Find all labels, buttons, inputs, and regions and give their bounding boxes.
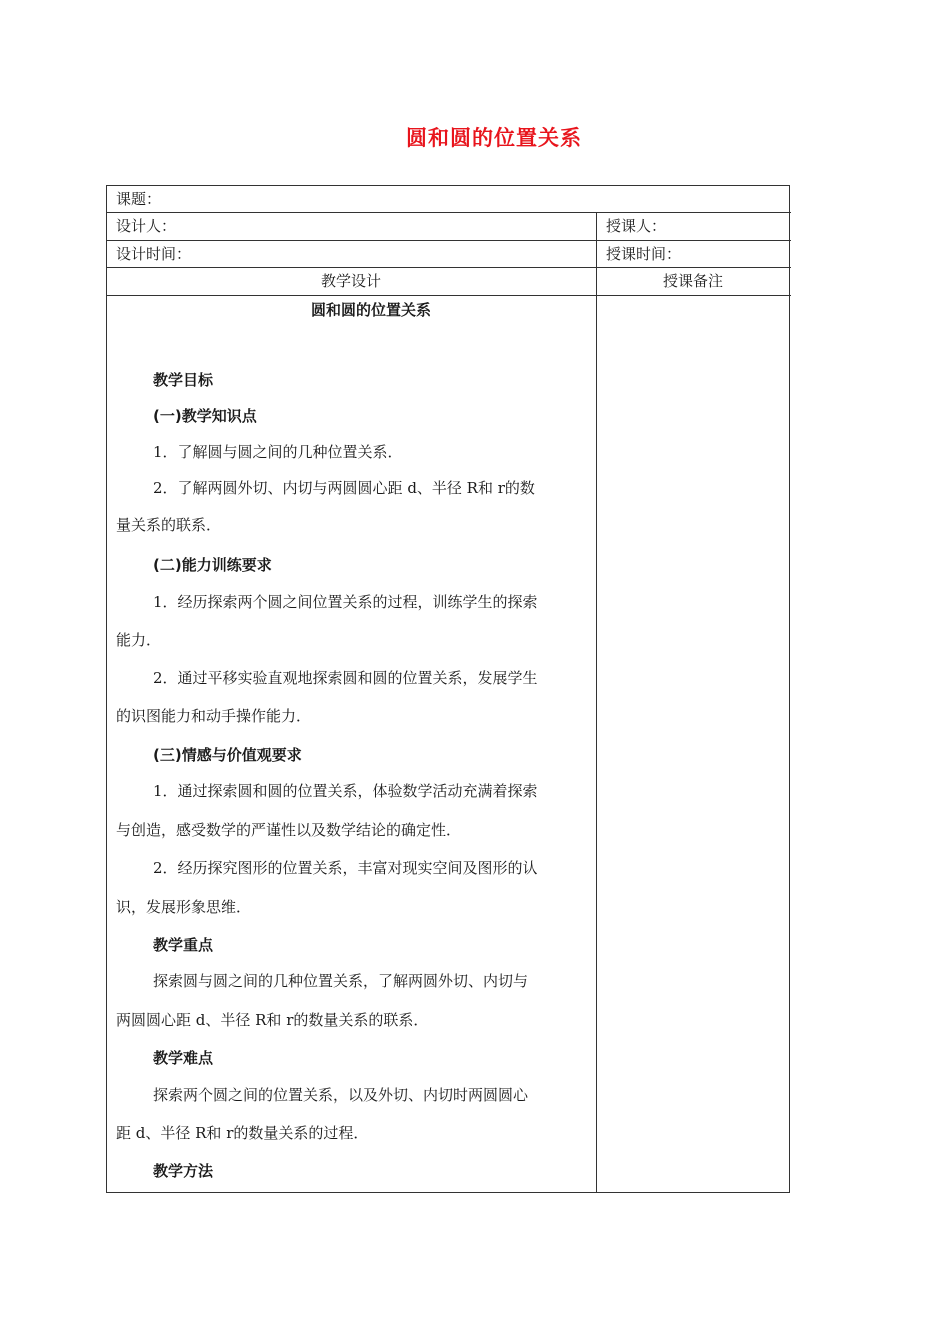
section-heading: (一)教学知识点 — [153, 407, 257, 425]
content-subtitle: 圆和圆的位置关系 — [310, 301, 431, 319]
paragraph: 距 d、半径 R和 r的数量关系的过程． — [116, 1124, 369, 1142]
paragraph: 的识图能力和动手操作能力． — [116, 707, 312, 725]
section-heading: (二)能力训练要求 — [153, 556, 272, 574]
row-divider — [106, 267, 791, 268]
paragraph: 两圆圆心距 d、半径 R和 r的数量关系的联系． — [116, 1011, 429, 1029]
paragraph: 1．了解圆与圆之间的几种位置关系． — [153, 443, 403, 461]
row-divider — [106, 295, 791, 296]
designer-label: 设计人： — [116, 217, 177, 235]
topic-label: 课题： — [116, 190, 162, 208]
teacher-label: 授课人： — [606, 217, 667, 235]
lesson-table — [106, 185, 790, 1193]
paragraph: 能力． — [116, 631, 162, 649]
section-heading: 教学难点 — [153, 1049, 214, 1067]
paragraph: 2．了解两圆外切、内切与两圆圆心距 d、半径 R和 r的数 — [153, 479, 535, 497]
paragraph: 与创造，感受数学的严谨性以及数学结论的确定性． — [116, 821, 462, 839]
section-heading: 教学方法 — [153, 1162, 214, 1180]
column-header-notes: 授课备注 — [662, 272, 723, 290]
page-title: 圆和圆的位置关系 — [406, 126, 582, 150]
paragraph: 量关系的联系． — [116, 516, 222, 534]
paragraph: 探索两个圆之间的位置关系，以及外切、内切时两圆圆心 — [153, 1086, 529, 1104]
paragraph: 1．经历探索两个圆之间位置关系的过程，训练学生的探索 — [153, 593, 538, 611]
row-divider — [106, 240, 791, 241]
design-time-label: 设计时间： — [116, 245, 192, 263]
paragraph: 2．通过平移实验直观地探索圆和圆的位置关系，发展学生 — [153, 669, 538, 687]
column-divider — [596, 212, 597, 1193]
section-heading: (三)情感与价值观要求 — [153, 746, 302, 764]
paragraph: 2．经历探究图形的位置关系，丰富对现实空间及图形的认 — [153, 859, 538, 877]
paragraph: 识，发展形象思维． — [116, 898, 252, 916]
column-header-design: 教学设计 — [320, 272, 381, 290]
section-heading: 教学目标 — [153, 371, 214, 389]
teach-time-label: 授课时间： — [606, 245, 682, 263]
paragraph: 1．通过探索圆和圆的位置关系，体验数学活动充满着探索 — [153, 782, 538, 800]
section-heading: 教学重点 — [153, 936, 214, 954]
row-divider — [106, 212, 791, 213]
paragraph: 探索圆与圆之间的几种位置关系，了解两圆外切、内切与 — [153, 972, 529, 990]
